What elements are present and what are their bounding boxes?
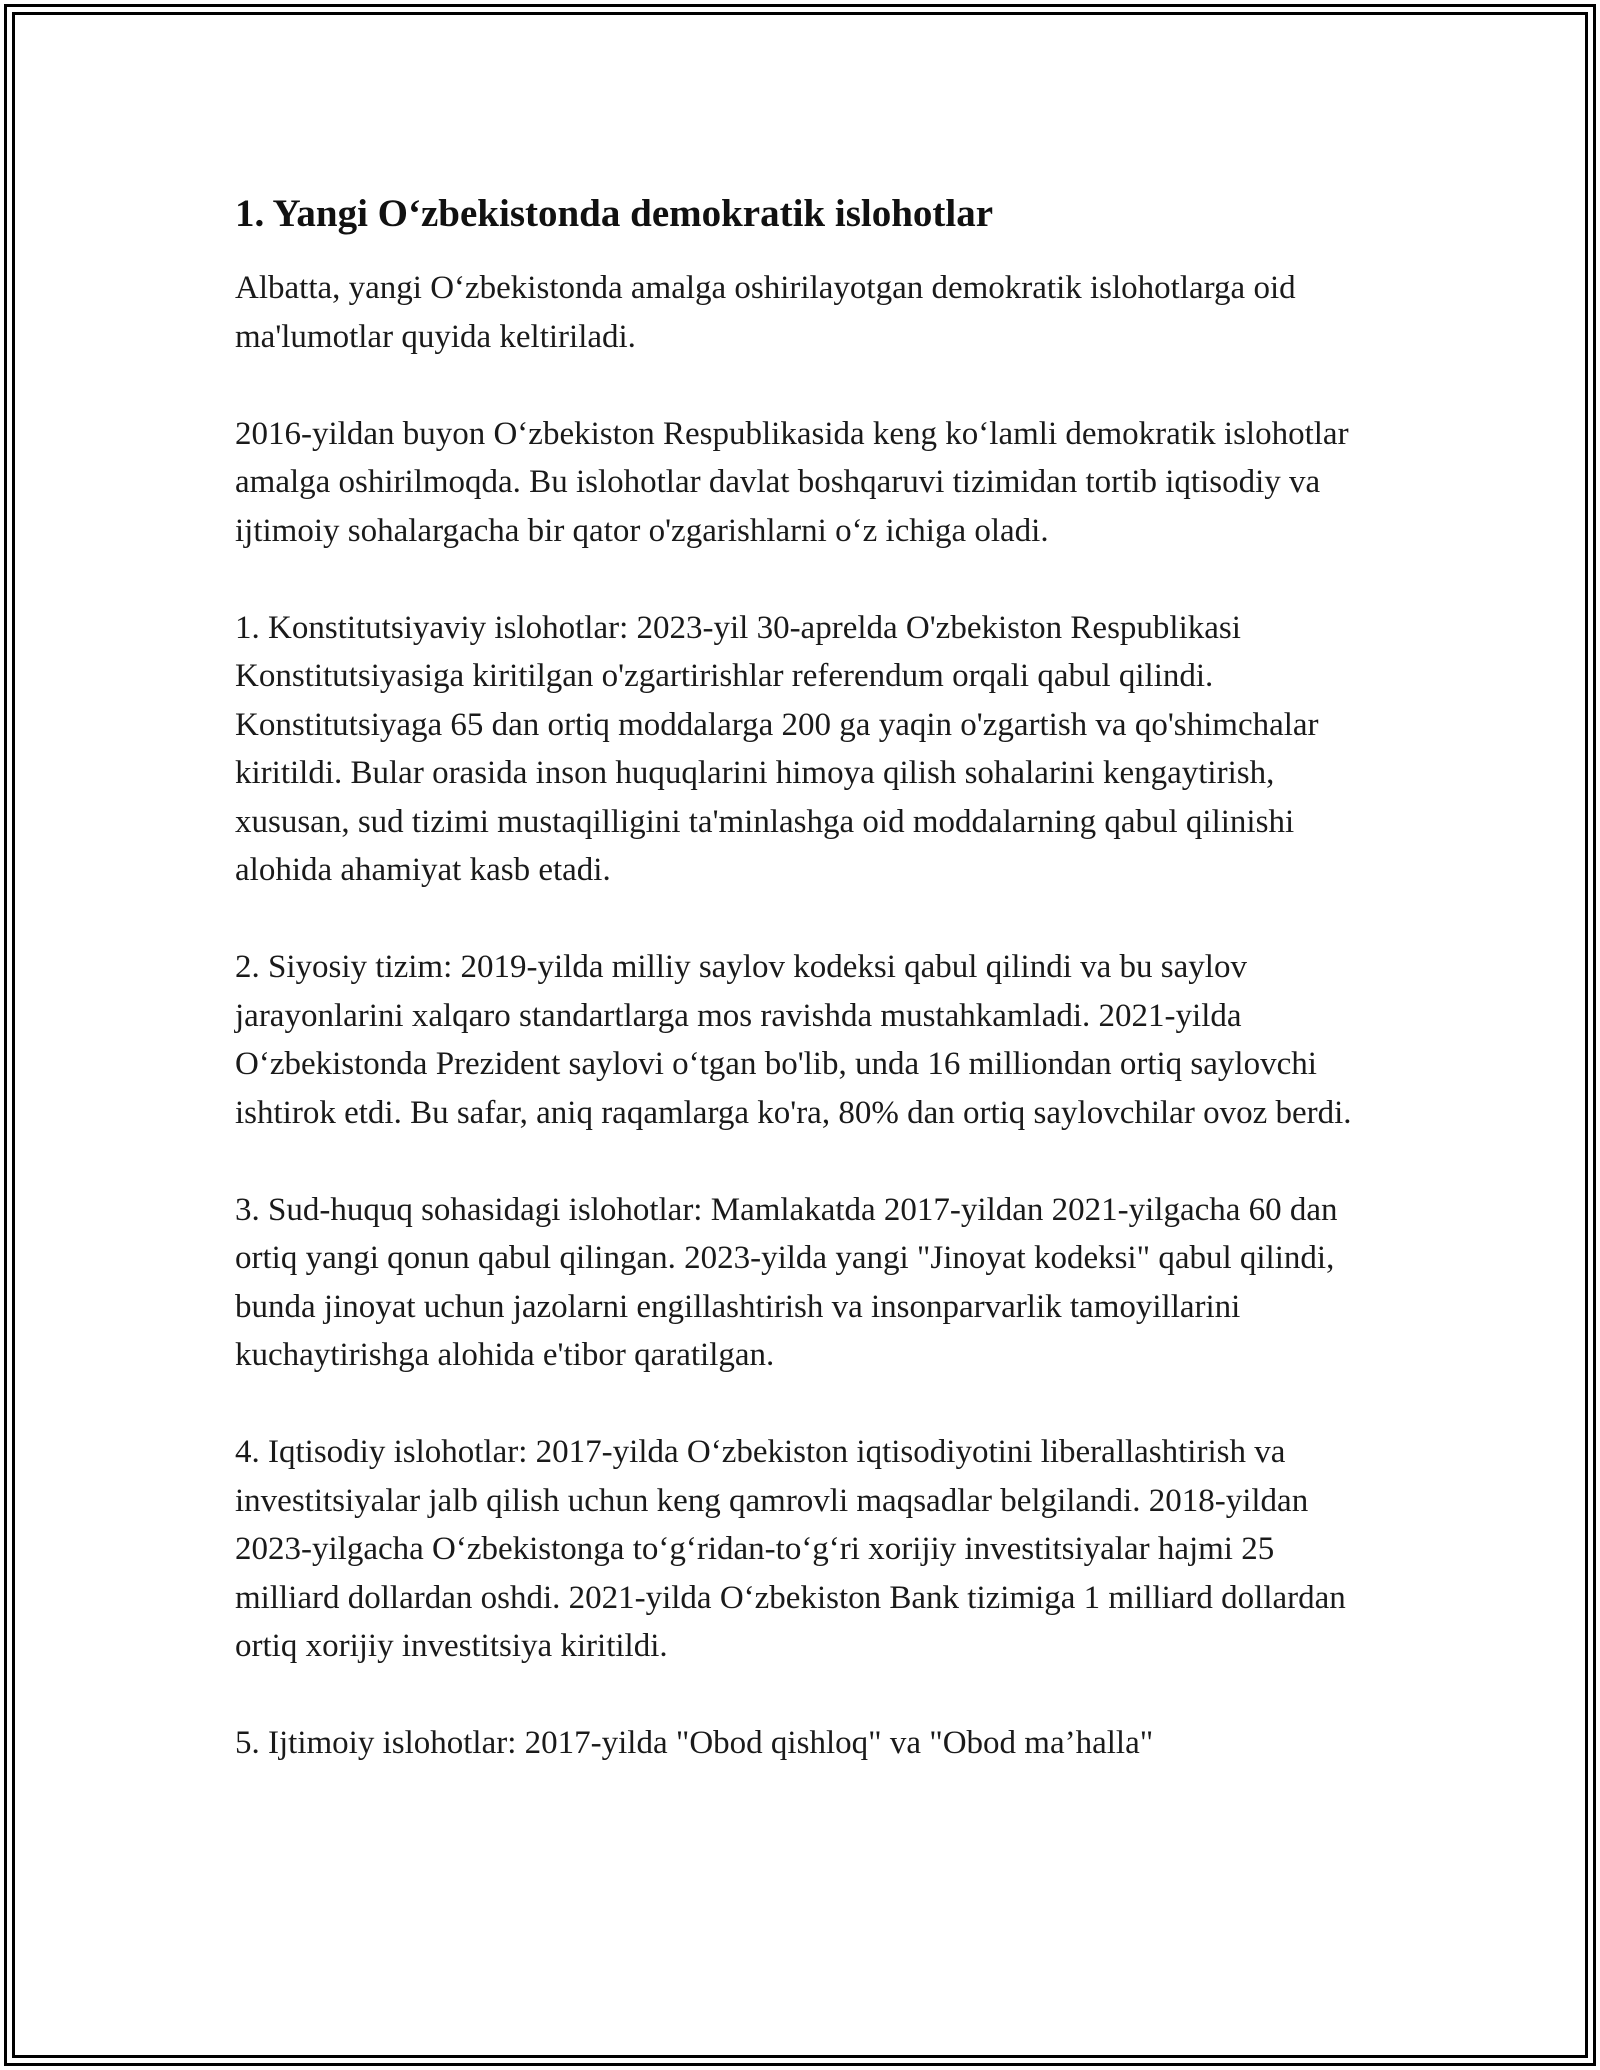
paragraph-economic-reforms: 4. Iqtisodiy islohotlar: 2017-yilda O‘zbekiston iqtisodiyotini liberallashtirish va investitsiyalar jalb qilish uchun keng qamrovli maqsadlar belgilandi. 2018-yildan 2023-yilgacha O‘zbekistonga to‘g‘ridan-to‘g‘ri xorijiy investitsiyalar hajmi 25 milliard dollardan oshdi. 2021-yilda O‘zbekiston Bank tizimiga 1 milliard dollardan ortiq xorijiy investitsiya kiritildi.	[235, 1434, 1346, 1664]
paragraph-overview: 2016-yildan buyon O‘zbekiston Respublikasida keng ko‘lamli demokratik islohotlar amalga oshirilmoqda. Bu islohotlar davlat boshqaruvi tizimidan tortib iqtisodiy va ijtimoiy sohalargacha bir qator o'zgarishlarni o‘z ichiga oladi.	[235, 415, 1349, 549]
paragraph-social-reforms: 5. Ijtimoiy islohotlar: 2017-yilda "Obod qishloq" va "Obod ma’halla"	[235, 1725, 1154, 1761]
paragraph-political-system: 2. Siyosiy tizim: 2019-yilda milliy saylov kodeksi qabul qilindi va bu saylov jarayonlarini xalqaro standartlarga mos ravishda mustahkamladi. 2021-yilda O‘zbekistonda Prezident saylovi o‘tgan bo'lib, unda 16 milliondan ortiq saylovchi ishtirok etdi. Bu safar, aniq raqamlarga ko'ra, 80% dan ortiq saylovchilar ovoz berdi.	[235, 949, 1352, 1131]
paragraph-intro: Albatta, yangi O‘zbekistonda amalga oshirilayotgan demokratik islohotlarga oid ma'lumotlar quyida keltiriladi.	[235, 270, 1296, 355]
document-title: 1. Yangi O‘zbekistonda demokratik islohotlar	[235, 192, 994, 235]
paragraph-judicial-reforms: 3. Sud-huquq sohasidagi islohotlar: Mamlakatda 2017-yildan 2021-yilgacha 60 dan ortiq yangi qonun qabul qilingan. 2023-yilda yangi "Jinoyat kodeksi" qabul qilindi, bunda jinoyat uchun jazolarni engillashtirish va insonparvarlik tamoyillarini kuchaytirishga alohida e'tibor qaratilgan.	[235, 1191, 1338, 1373]
document-body	[235, 186, 1375, 1768]
paragraph-constitutional-reforms: 1. Konstitutsiyaviy islohotlar: 2023-yil 30-aprelda O'zbekiston Respublikasi Konstitutsiyasiga kiritilgan o'zgartirishlar referendum orqali qabul qilindi. Konstitutsiyaga 65 dan ortiq moddalarga 200 ga yaqin o'zgartish va qo'shimchalar kiritildi. Bular orasida inson huquqlarini himoya qilish sohalarini kengaytirish, xususan, sud tizimi mustaqilligini ta'minlashga oid moddalarning qabul qilinishi alohida ahamiyat kasb etadi.	[235, 609, 1319, 888]
